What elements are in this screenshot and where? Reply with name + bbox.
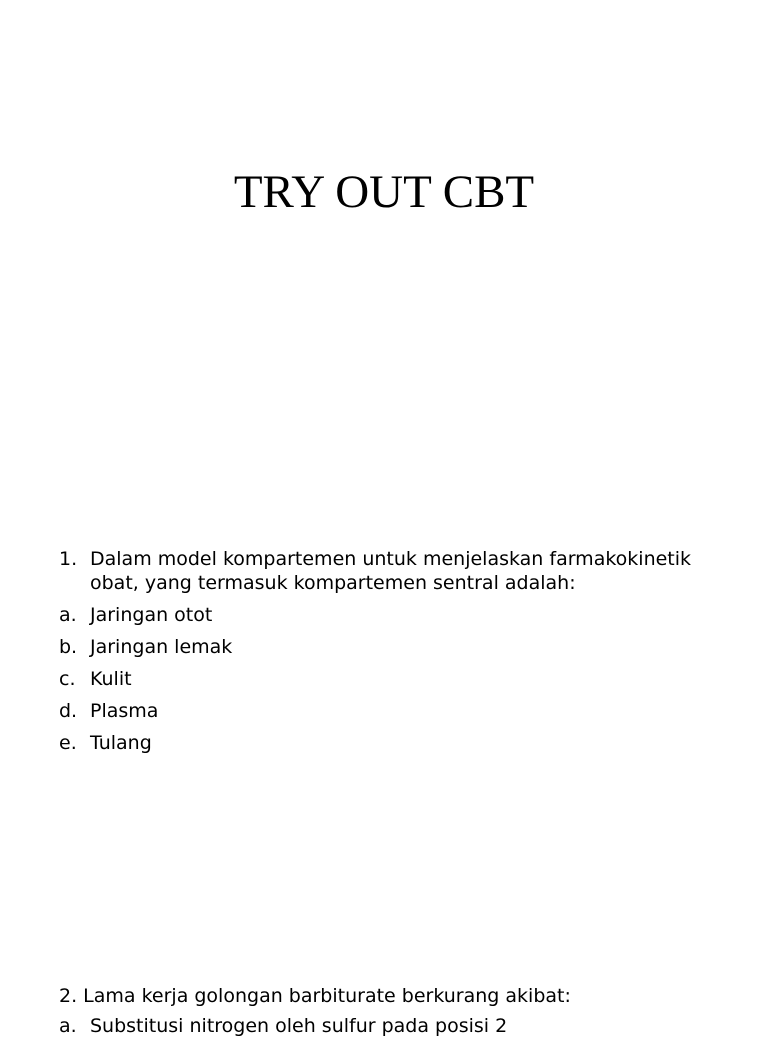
option-letter: b. — [59, 636, 78, 658]
option-text: Jaringan otot — [90, 604, 213, 626]
question-1-option-e — [59, 731, 739, 755]
option-letter: a. — [59, 1015, 77, 1037]
option-letter: a. — [59, 604, 77, 626]
question-1-option-a — [59, 603, 739, 627]
option-text: Jaringan lemak — [90, 636, 233, 658]
question-1-option-d — [59, 699, 739, 723]
question-1-option-b — [59, 635, 739, 659]
option-text: Kulit — [90, 668, 132, 690]
option-text: Substitusi nitrogen oleh sulfur pada posisi 2 — [90, 1015, 508, 1037]
question-1 — [59, 547, 739, 763]
page-title: TRY OUT CBT — [233, 166, 535, 218]
question-2-option-a — [59, 1014, 749, 1038]
option-text: Tulang — [90, 732, 152, 754]
question-1-number: 1. — [59, 548, 78, 570]
question-1-stem — [59, 547, 739, 595]
question-2-text: 2. Lama kerja golongan barbiturate berkurang akibat: — [59, 985, 571, 1007]
option-letter: d. — [59, 700, 78, 722]
option-letter: e. — [59, 732, 77, 754]
question-1-option-c — [59, 667, 739, 691]
option-letter: c. — [59, 668, 76, 690]
question-1-text: Dalam model kompartemen untuk menjelaskan farmakokinetik obat, yang termasuk kompartemen sentral adalah: — [90, 548, 692, 594]
option-text: Plasma — [90, 700, 159, 722]
